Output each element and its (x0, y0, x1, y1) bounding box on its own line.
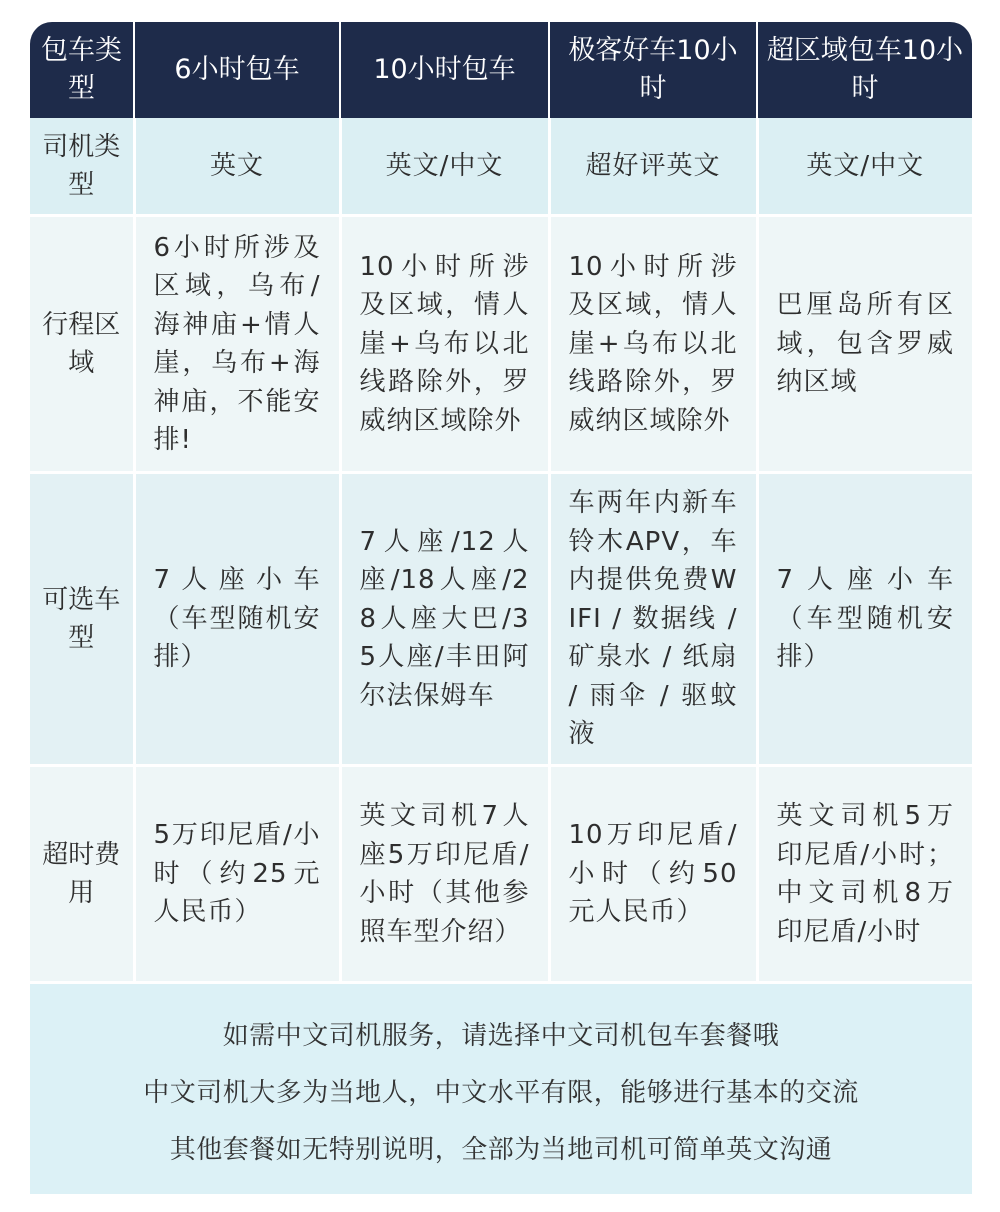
trip-area-cross-region: 巴厘岛所有区域，包含罗威纳区域 (757, 216, 972, 473)
trip-area-premium: 10小时所涉及区域，情人崖+乌布以北线路除外，罗威纳区域除外 (549, 216, 757, 473)
overtime-fee-10-hour: 英文司机7人座5万印尼盾/小时（其他参照车型介绍） (340, 766, 549, 983)
header-cross-region-10-hour (757, 22, 972, 118)
vehicle-type-6-hour: 7人座小车（车型随机安排） (134, 473, 340, 766)
note-chinese-level: 中文司机大多为当地人，中文水平有限，能够进行基本的交流 (143, 1078, 859, 1108)
notes-panel (30, 984, 972, 1194)
overtime-fee-6-hour: 5万印尼盾/小时（约25元人民币） (134, 766, 340, 983)
header-premium-10-hour (549, 22, 757, 118)
header-6-hour-label: 6小时包车 (174, 54, 300, 85)
row-label-trip-area: 行程区域 (30, 216, 134, 473)
note-default-english: 其他套餐如无特别说明，全部为当地司机可简单英文沟通 (169, 1135, 833, 1165)
header-6-hour (134, 22, 340, 118)
driver-type-cross-region: 英文/中文 (757, 118, 972, 216)
header-charter-type-label: 包车类型 (41, 35, 122, 104)
charter-comparison (30, 22, 972, 1194)
header-10-hour (340, 22, 549, 118)
driver-type-6-hour: 英文 (134, 118, 340, 216)
row-label-vehicle-type: 可选车型 (30, 473, 134, 766)
row-trip-area (30, 216, 972, 473)
vehicle-type-cross-region: 7人座小车（车型随机安排） (757, 473, 972, 766)
row-label-driver-type: 司机类型 (30, 118, 134, 216)
header-cross-region-10-hour-label: 超区域包车10小时 (766, 35, 964, 104)
vehicle-type-10-hour: 7人座/12人座/18人座/28人座大巴/35人座/丰田阿尔法保姆车 (340, 473, 549, 766)
overtime-fee-cross-region: 英文司机5万印尼盾/小时；中文司机8万印尼盾/小时 (757, 766, 972, 983)
trip-area-10-hour: 10小时所涉及区域，情人崖+乌布以北线路除外，罗威纳区域除外 (340, 216, 549, 473)
trip-area-6-hour: 6小时所涉及区域，乌布/海神庙+情人崖，乌布+海神庙，不能安排! (134, 216, 340, 473)
driver-type-premium: 超好评英文 (549, 118, 757, 216)
row-driver-type (30, 118, 972, 216)
header-row (30, 22, 972, 118)
charter-table (30, 22, 972, 984)
row-overtime-fee (30, 766, 972, 983)
note-chinese-driver: 如需中文司机服务，请选择中文司机包车套餐哦 (222, 1021, 780, 1051)
header-10-hour-label: 10小时包车 (373, 54, 516, 85)
driver-type-10-hour: 英文/中文 (340, 118, 549, 216)
header-premium-10-hour-label: 极客好车10小时 (568, 35, 738, 104)
vehicle-type-premium: 车两年内新车铃木APV，车内提供免费WIFI / 数据线 / 矿泉水 / 纸扇 / 雨伞 / 驱蚊液 (549, 473, 757, 766)
row-label-overtime-fee: 超时费用 (30, 766, 134, 983)
header-charter-type (30, 22, 134, 118)
overtime-fee-premium: 10万印尼盾/小时（约50元人民币） (549, 766, 757, 983)
row-vehicle-type (30, 473, 972, 766)
